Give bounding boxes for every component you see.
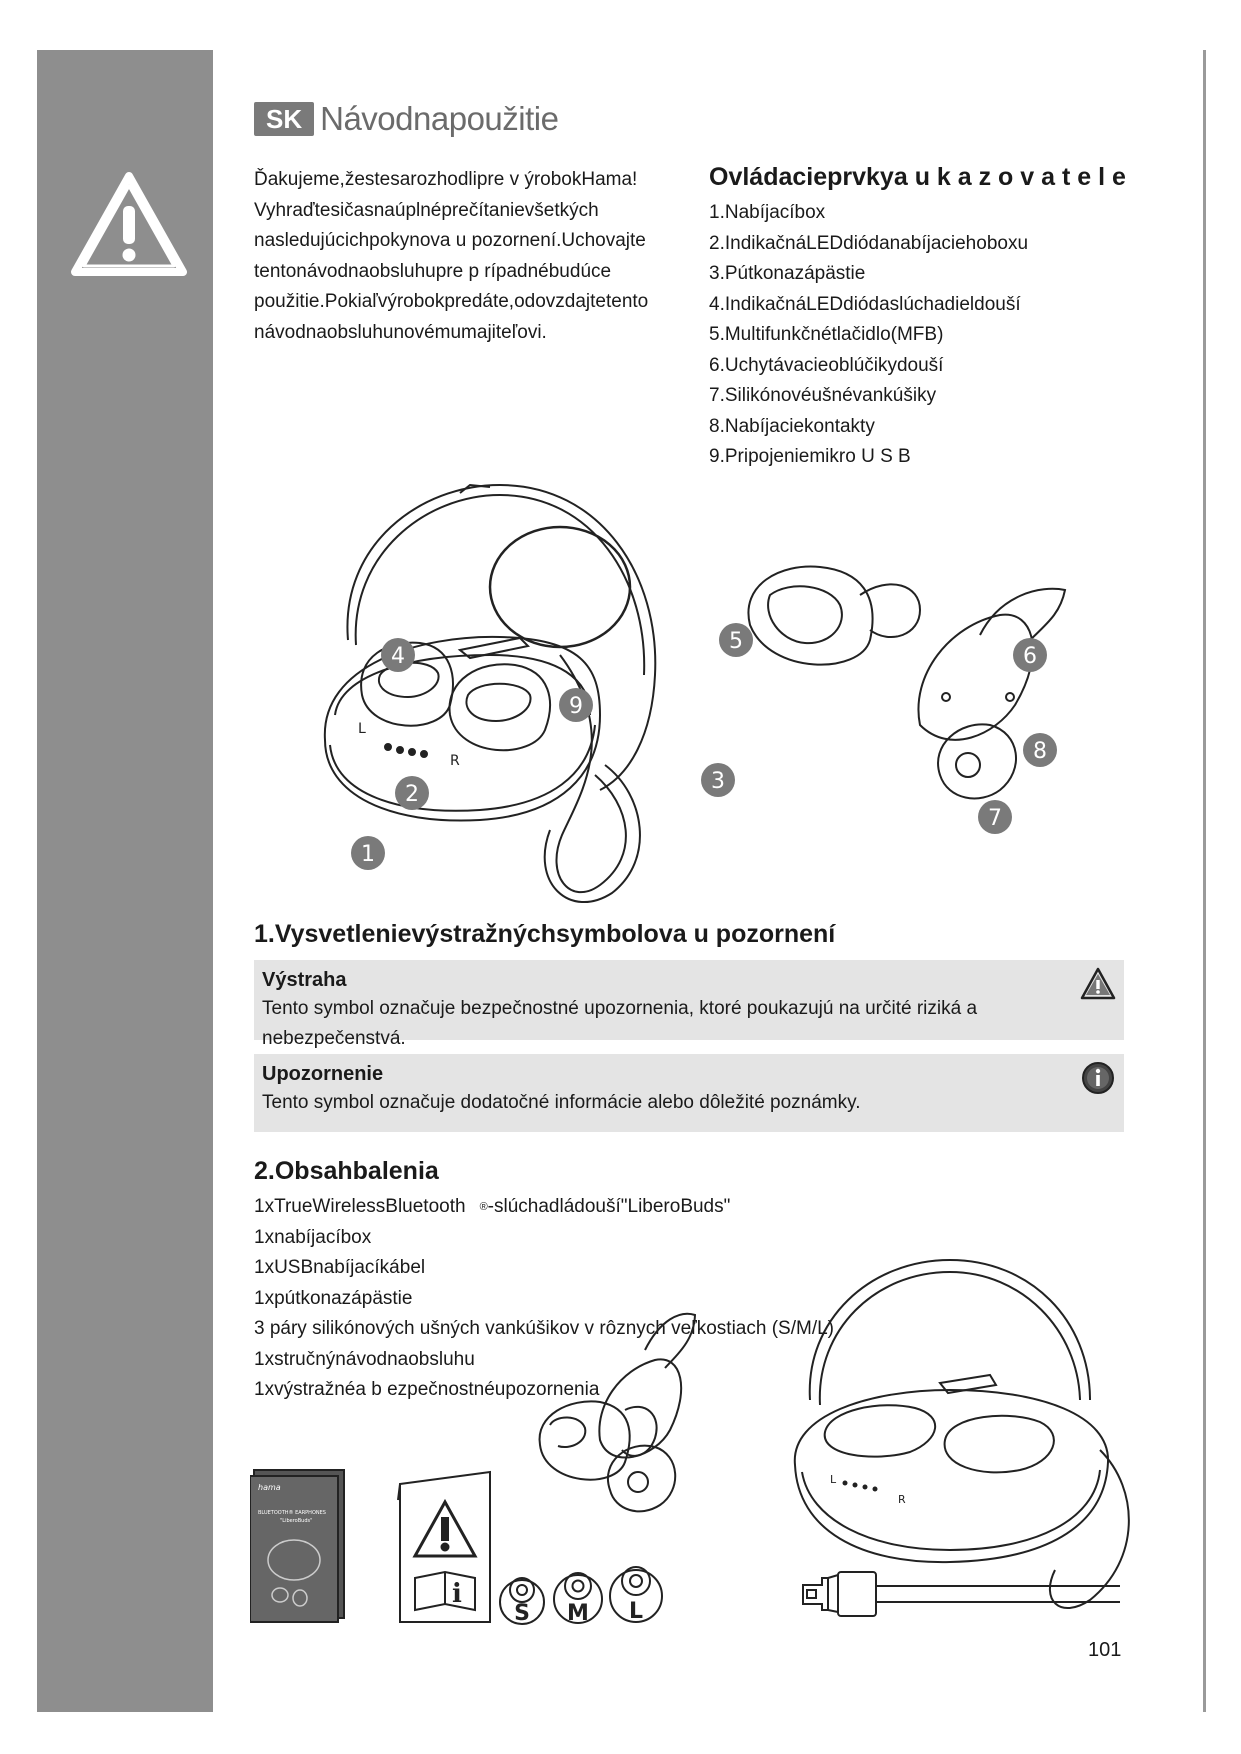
- note-box: [254, 1054, 1124, 1132]
- svg-text:L: L: [830, 1473, 837, 1486]
- intro-line: nasledujúcichpokynova u pozornení.Uchovajte: [254, 230, 646, 251]
- contents-item-rest: -slúchadládouší"LiberoBuds": [487, 1196, 731, 1217]
- registered-mark: ®: [479, 1201, 488, 1213]
- svg-text:L: L: [358, 721, 366, 737]
- warning-triangle-icon: [67, 168, 191, 280]
- controls-item: 2.IndikačnáLEDdiódanabíjaciehoboxu: [709, 232, 1029, 254]
- manual-booklet: [250, 1470, 344, 1622]
- intro-line: Vyhraďtesičasnaúplnéprečítanievšetkých: [254, 199, 599, 221]
- callout-3-label: 3: [711, 769, 725, 794]
- contents-item-main: 1xTrueWirelessBluetooth: [254, 1196, 466, 1217]
- contents-item: 1xUSBnabíjacíkábel: [254, 1257, 426, 1278]
- controls-item: 4.IndikačnáLEDdiódaslúchadieldouší: [709, 293, 1021, 315]
- intro-line: Ďakujeme,žestesarozhodlipre v ýrobokHama!: [254, 169, 638, 190]
- warning-icon: [1080, 966, 1116, 1002]
- controls-item: 8.Nabíjaciekontakty: [709, 415, 875, 437]
- charging-case: [795, 1260, 1129, 1608]
- ear-tip-size-l: L: [628, 1599, 644, 1624]
- callout-7-label: 7: [988, 806, 1002, 831]
- booklet-brand: hama: [258, 1483, 281, 1492]
- intro-line: návodnaobsluhunovémumajiteľovi.: [254, 321, 547, 343]
- ear-tip-size-s: S: [514, 1601, 530, 1626]
- callout-1-label: 1: [361, 842, 375, 867]
- callout-5-label: 5: [729, 629, 743, 654]
- callout-2-label: 2: [405, 782, 419, 807]
- sidebar-band: [37, 50, 213, 1712]
- intro-paragraph: [254, 165, 684, 348]
- booklet-product: BLUETOOTH® EARPHONES: [258, 1510, 326, 1516]
- svg-text:i: i: [452, 1579, 462, 1609]
- booklet-model: "LiberoBuds": [280, 1518, 313, 1524]
- note-text: Tento symbol označuje dodatočné informácie alebo dôležité poznámky.: [262, 1092, 861, 1113]
- svg-text:R: R: [450, 753, 460, 769]
- safety-leaflet: [398, 1472, 490, 1622]
- header: [254, 100, 558, 138]
- usb-cable: [803, 1572, 1120, 1616]
- right-bud: [450, 664, 550, 750]
- section-1-title: 1.Vysvetlenievýstražnýchsymbolova u pozornení: [254, 920, 836, 948]
- controls-item: 1.Nabíjacíbox: [709, 202, 826, 223]
- single-earbud: [748, 567, 872, 665]
- info-icon: [1080, 1060, 1116, 1096]
- controls-item: 3.Pútkonazápästie: [709, 263, 866, 284]
- warning-title: Výstraha: [262, 969, 347, 991]
- contents-item: 1xvýstražnéa b ezpečnostnéupozornenia: [254, 1379, 600, 1400]
- page-title: Návodnapoužitie: [320, 100, 559, 137]
- ear-tip-size-m: M: [567, 1601, 589, 1626]
- controls-section: [709, 163, 1139, 473]
- contents-item: 1xpútkonazápästie: [254, 1287, 413, 1309]
- callout-6-label: 6: [1023, 644, 1037, 669]
- controls-item: 9.Pripojeniemikro U S B: [709, 446, 911, 467]
- page-number: 101: [1088, 1639, 1122, 1661]
- intro-line: tentonávodnaobsluhupre p rípadnébudúce: [254, 260, 612, 282]
- callout-9-label: 9: [569, 694, 583, 719]
- controls-title: Ovládacieprvkya u k a z o v a t e l e: [709, 163, 1126, 191]
- warning-box: [254, 960, 1124, 1049]
- controls-item: 7.Silikónovéušnévankúšiky: [709, 385, 937, 406]
- controls-list: [709, 198, 1139, 473]
- contents-item: 1xstručnýnávodnaobsluhu: [254, 1348, 475, 1370]
- callout-8-label: 8: [1033, 739, 1047, 764]
- contents-item: 1xnabíjacíbox: [254, 1226, 372, 1248]
- earbud-with-hook: [918, 615, 1032, 740]
- contents-item: 3 páry silikónových ušných vankúšikov v rôznych veľkostiach (S/M/L): [254, 1318, 834, 1339]
- controls-item: 6.Uchytávacieoblúčikydouší: [709, 354, 944, 376]
- callout-group: [351, 623, 1057, 870]
- section-2-title: 2.Obsahbalenia: [254, 1157, 439, 1185]
- product-diagram: [300, 475, 1080, 915]
- note-title: Upozornenie: [262, 1063, 384, 1085]
- warning-text: Tento symbol označuje bezpečnostné upozornenia, ktoré poukazujú na určité riziká a nebezpečenstvá.: [262, 998, 978, 1049]
- svg-text:R: R: [898, 1493, 906, 1506]
- right-margin-rule: [1203, 50, 1206, 1712]
- callout-4-label: 4: [391, 644, 405, 669]
- earbuds-pair: [540, 1314, 695, 1512]
- language-badge: SK: [254, 102, 314, 136]
- controls-item: 5.Multifunkčnétlačidlo(MFB): [709, 324, 944, 345]
- package-contents-illustration: [250, 1200, 1130, 1640]
- intro-line: použitie.Pokiaľvýrobokpredáte,odovzdajtetento: [254, 291, 649, 312]
